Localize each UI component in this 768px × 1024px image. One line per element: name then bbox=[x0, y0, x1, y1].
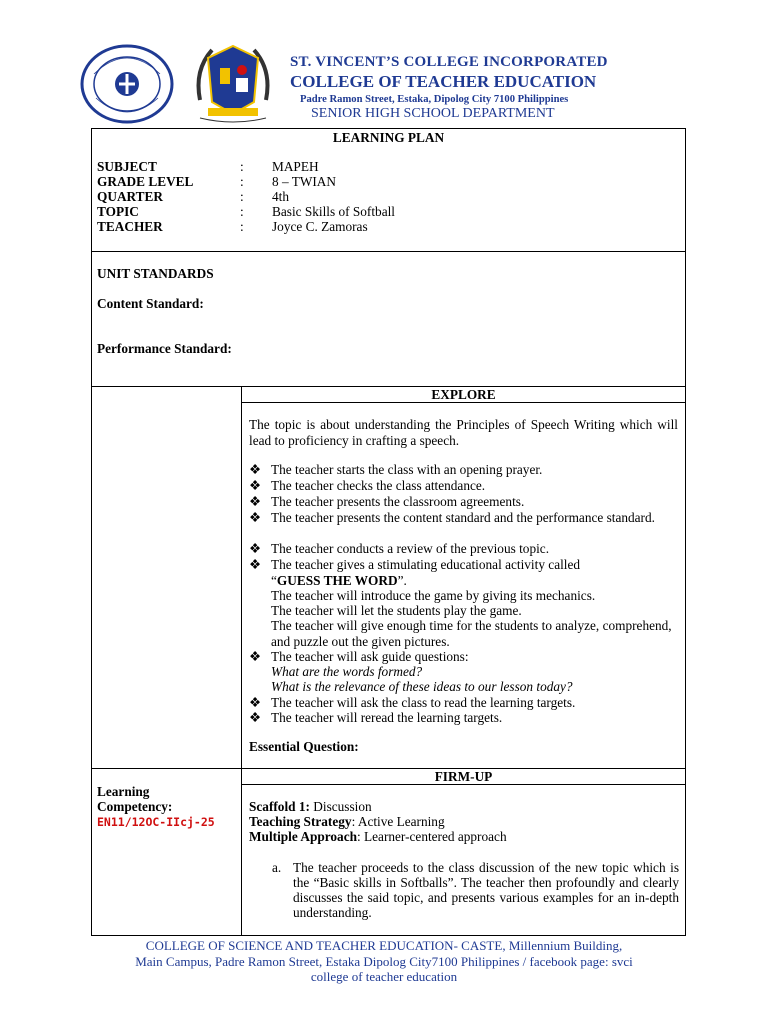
bullet-icon: ❖ bbox=[249, 710, 261, 725]
strategy-line bbox=[249, 814, 445, 830]
school-address: Padre Ramon Street, Estaka, Dipolog City 7100 Philippines bbox=[300, 94, 569, 105]
unit-standards-heading: UNIT STANDARDS bbox=[97, 266, 214, 281]
learning-plan-table bbox=[91, 128, 686, 936]
bullet-icon: ❖ bbox=[249, 462, 261, 477]
list-item bbox=[249, 557, 678, 573]
list-item-text: The teacher will ask guide questions: bbox=[271, 649, 469, 664]
list-item bbox=[249, 510, 678, 526]
bullet-icon: ❖ bbox=[249, 557, 261, 572]
info-key: QUARTER bbox=[97, 189, 164, 204]
page-footer bbox=[60, 938, 708, 985]
bullet-icon: ❖ bbox=[249, 649, 261, 664]
info-key: TEACHER bbox=[97, 219, 163, 234]
info-sep: : bbox=[240, 219, 244, 234]
approach-label: Multiple Approach bbox=[249, 829, 357, 844]
discussion-item-text: The teacher proceeds to the class discussion of the new topic which is the “Basic skills in Softballs”. The teacher then profoundly and clearly discusses the said topic, and presents various examples for an in-depth understanding. bbox=[293, 860, 679, 920]
list-item-text: The teacher presents the classroom agreements. bbox=[271, 494, 525, 509]
info-key: TOPIC bbox=[97, 204, 139, 219]
list-item bbox=[249, 649, 678, 665]
footer-line: Main Campus, Padre Ramon Street, Estaka Dipolog City7100 Philippines / facebook page: svci bbox=[135, 953, 633, 969]
school-name: ST. VINCENT’S COLLEGE INCORPORATED bbox=[290, 54, 608, 70]
college-seal-icon bbox=[80, 44, 174, 124]
quote-open: “ bbox=[271, 573, 277, 588]
learning-competency-label: Learning Competency: bbox=[97, 784, 173, 814]
strategy-value: : Active Learning bbox=[351, 814, 445, 829]
info-value: 4th bbox=[272, 189, 289, 204]
list-item-text: The teacher conducts a review of the previous topic. bbox=[271, 541, 550, 556]
approach-line bbox=[249, 829, 507, 845]
info-sep: : bbox=[240, 174, 244, 189]
guide-question: What are the words formed? bbox=[271, 664, 423, 679]
list-item-text: The teacher will ask the class to read the learning targets. bbox=[271, 695, 576, 710]
essential-question-label: Essential Question: bbox=[249, 739, 359, 754]
divider bbox=[242, 402, 685, 403]
list-item bbox=[249, 710, 678, 726]
bullet-icon: ❖ bbox=[249, 478, 261, 493]
content-standard-label: Content Standard: bbox=[97, 296, 204, 311]
list-item bbox=[249, 695, 678, 711]
footer-line: COLLEGE OF SCIENCE AND TEACHER EDUCATION- CASTE, Millennium Building, bbox=[145, 938, 623, 953]
bullet-icon: ❖ bbox=[249, 494, 261, 509]
performance-standard-label: Performance Standard: bbox=[97, 341, 232, 356]
bullet-icon: ❖ bbox=[249, 510, 261, 525]
scaffold-value: Discussion bbox=[309, 799, 372, 814]
scaffold-label: Scaffold 1: bbox=[249, 799, 310, 814]
info-value: 8 – TWIAN bbox=[272, 174, 337, 189]
teacher-education-logo-icon bbox=[190, 40, 276, 124]
quote-close: ”. bbox=[397, 573, 407, 588]
strategy-label: Teaching Strategy bbox=[249, 814, 352, 829]
info-value: Joyce C. Zamoras bbox=[272, 219, 368, 234]
info-key: GRADE LEVEL bbox=[97, 174, 194, 189]
info-key: SUBJECT bbox=[97, 159, 157, 174]
approach-value: : Learner-centered approach bbox=[357, 829, 507, 844]
info-sep: : bbox=[240, 159, 244, 174]
game-line: The teacher will give enough time for the students to analyze, comprehend, and puzzle out the given pictures. bbox=[271, 618, 672, 649]
list-item-text: The teacher presents the content standard and the performance standard. bbox=[271, 510, 655, 525]
info-value: Basic Skills of Softball bbox=[272, 204, 395, 219]
bullet-icon: ❖ bbox=[249, 695, 261, 710]
list-item-text: The teacher gives a stimulating educational activity called bbox=[271, 557, 581, 572]
scaffold-line bbox=[249, 799, 372, 815]
info-sep: : bbox=[240, 204, 244, 219]
list-item bbox=[249, 462, 678, 478]
game-name: GUESS THE WORD bbox=[276, 573, 398, 588]
bullet-icon: ❖ bbox=[249, 541, 261, 556]
explore-heading: EXPLORE bbox=[431, 387, 496, 402]
info-value: MAPEH bbox=[272, 159, 319, 174]
department-name: SENIOR HIGH SCHOOL DEPARTMENT bbox=[311, 106, 555, 121]
school-header bbox=[290, 54, 730, 122]
learning-plan-title: LEARNING PLAN bbox=[332, 130, 445, 145]
item-marker: a. bbox=[272, 860, 282, 875]
list-item bbox=[249, 541, 678, 557]
competency-code: EN11/12OC-IIcj-25 bbox=[97, 815, 215, 829]
guide-question: What is the relevance of these ideas to our lesson today? bbox=[271, 679, 573, 694]
column-divider bbox=[241, 386, 242, 935]
college-name: COLLEGE OF TEACHER EDUCATION bbox=[290, 72, 597, 91]
game-line: The teacher will let the students play the game. bbox=[271, 603, 522, 618]
divider bbox=[242, 784, 685, 785]
list-item-text: The teacher checks the class attendance. bbox=[271, 478, 486, 493]
list-item bbox=[249, 478, 678, 494]
info-sep: : bbox=[240, 189, 244, 204]
list-item-text: The teacher will reread the learning targets. bbox=[271, 710, 503, 725]
divider bbox=[92, 251, 685, 252]
explore-intro: The topic is about understanding the Principles of Speech Writing which will lead to proficiency in crafting a speech. bbox=[249, 417, 678, 448]
firmup-heading: FIRM-UP bbox=[434, 769, 493, 784]
game-line: The teacher will introduce the game by giving its mechanics. bbox=[271, 588, 596, 603]
list-item-text: The teacher starts the class with an opening prayer. bbox=[271, 462, 543, 477]
game-name-line bbox=[271, 573, 679, 589]
list-item bbox=[249, 494, 678, 510]
footer-line: college of teacher education bbox=[310, 969, 458, 984]
